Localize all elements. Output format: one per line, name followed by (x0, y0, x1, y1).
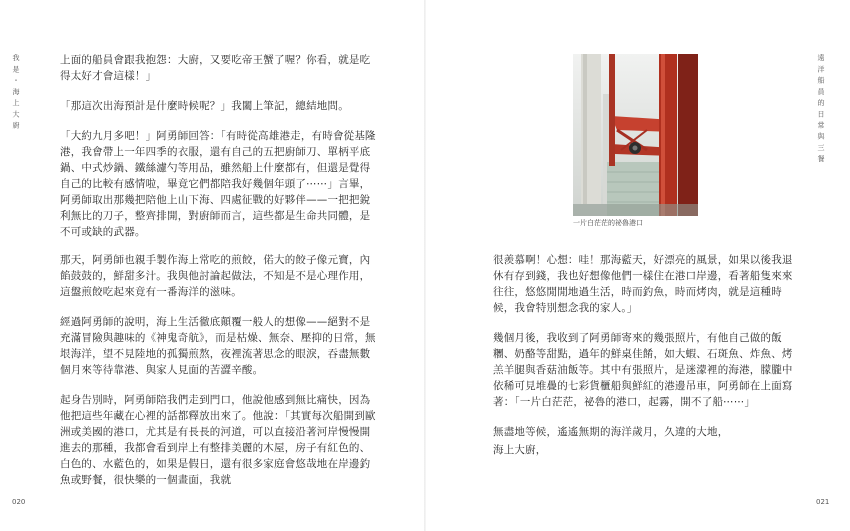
paragraph-7: 很羨慕啊！心想：哇！那海藍天，好漂亮的風景，如果以後我退休有存到錢，我也好想像他們一樣住在港口岸邊，看著船隻來來往往，悠悠閒閒地過生活，時而釣魚，時而烤肉，就是這種時候，我會特別想念我的家人。」 (493, 254, 793, 314)
paragraph-2: 「那這次出海預計是什麼時候呢？」我闔上筆記，總結地問。 (60, 100, 349, 112)
page-number-right: 021 (816, 498, 830, 506)
paragraph-3: 「大約九月多吧！」阿勇師回答：「有時從高雄港走，有時會從基隆港，我會帶上一年四季的衣服，還有自己的五把廚師刀、單柄平底鍋、中式炒鍋、鐵絲濾勺等用品，雖然船上什麼都有，但還是覺得自己的比較有感情啦，畢竟它們都陪我好幾個年頭了⋯⋯」言畢，阿勇師取出那幾把陪他上山下海、四處征戰的好夥伴——一把把銳利無比的刀子，整齊排開，對廚師而言，這些都是生命共同體，是不可或缺的武器。 (60, 130, 376, 238)
paragraph-6: 起身告別時，阿勇師陪我們走到門口，他說他感到無比痛快，因為他把這些年藏在心裡的話都釋放出來了。他說：「其實每次船開到歐洲或美國的港口，尤其是有長長的河道，可以直接沿著河岸慢慢開進去的那種，我都會看到岸上有整排美麗的木屋，房子有紅色的、白色的、水藍色的，如果是假日，還有很多家庭會悠哉地在岸邊釣魚或野餐，很快樂的一個畫面，我就 (60, 394, 376, 486)
photo-caption: 一片白茫茫的祕魯港口 (573, 219, 643, 227)
running-head-left: 我 是 ・ 海 上 大 廚 (12, 54, 20, 130)
page-number-left: 020 (12, 498, 26, 506)
paragraph-4: 那天，阿勇師也親手製作海上常吃的煎餃，偌大的餃子像元寶，內餡鼓鼓的，鮮甜多汁。我與他討論起做法，不知是不是心理作用，這盤煎餃吃起來竟有一番海洋的滋味。 (60, 254, 371, 298)
paragraph-5: 經過阿勇師的說明，海上生活徹底顛覆一般人的想像——絕對不是充滿冒險與趣味的《神鬼奇航》，而是枯燥、無奈、壓抑的日常，無垠海洋，望不見陸地的孤獨煎熬，夜裡流著思念的眼淚，吞盡無數個月來等待靠港、與家人見面的苦澀辛酸。 (60, 316, 376, 376)
foggy-port-photo (573, 54, 698, 216)
paragraph-10: 海上大廚， (493, 444, 547, 456)
right-page (425, 0, 850, 531)
paragraph-1: 上面的船員會跟我抱怨：大廚，又要吃帝王蟹了喔？你看，就是吃得太好才會這樣！」 (60, 54, 371, 82)
paragraph-8: 幾個月後，我收到了阿勇師寄來的幾張照片，有他自己做的飯糰、奶酪等甜點，過年的鮮桌佳餚，如大蝦、石斑魚、炸魚、烤羔羊腿與香菇油飯等。其中有張照片，是迷濛裡的海港，朦朧中依稀可見堆疊的七彩貨櫃船與鮮紅的港邊吊車，阿勇師在上面寫著：「一片白茫茫，祕魯的港口，起霧，開不了船⋯⋯」 (493, 332, 793, 408)
paragraph-9: 無盡地等候，遙遙無期的海洋歲月，久違的大地， (493, 426, 729, 438)
running-head-right: 遠 洋 船 員 的 日 常 與 三 餐 (817, 54, 825, 164)
